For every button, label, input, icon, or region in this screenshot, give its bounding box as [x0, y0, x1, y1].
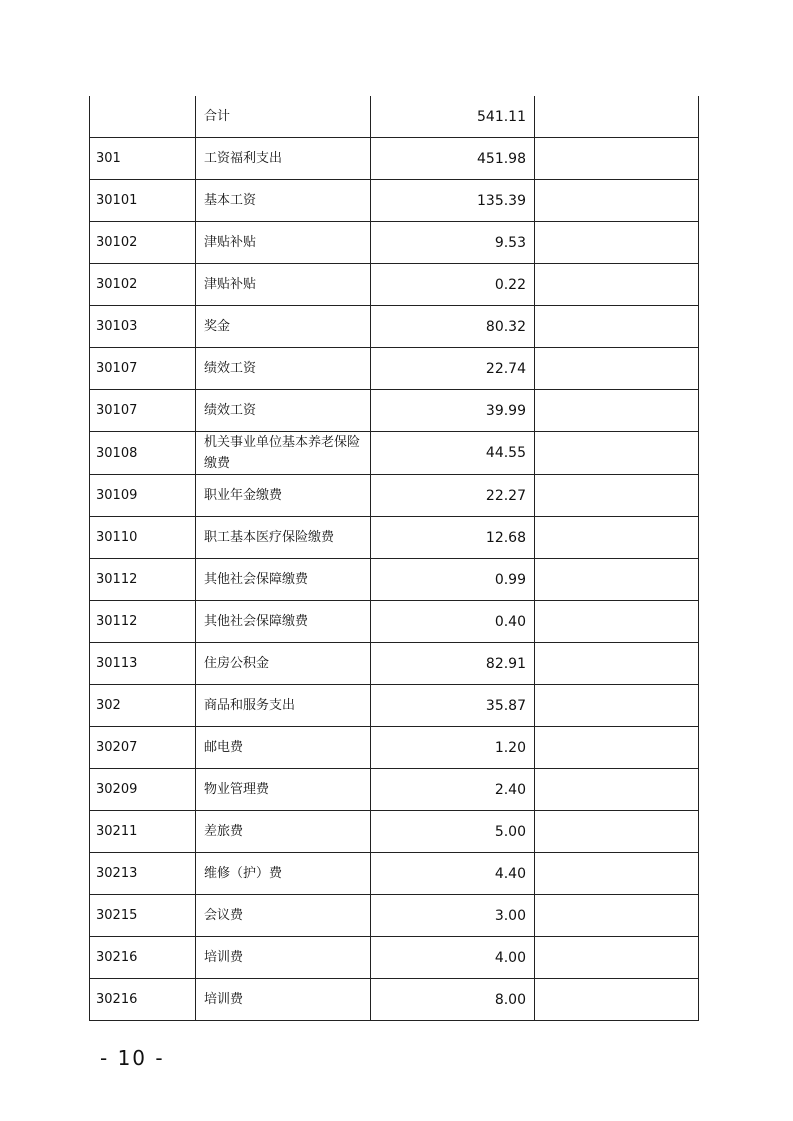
extra-cell [535, 559, 699, 601]
amount-cell: 80.32 [371, 306, 535, 348]
code-cell: 30102 [90, 222, 196, 264]
extra-cell [535, 390, 699, 432]
code-cell: 30213 [90, 853, 196, 895]
extra-cell [535, 895, 699, 937]
amount-cell: 0.40 [371, 601, 535, 643]
name-cell: 绩效工资 [196, 390, 371, 432]
code-cell [90, 96, 196, 138]
extra-cell [535, 685, 699, 727]
extra-cell [535, 517, 699, 559]
table-row [90, 979, 699, 1021]
name-cell: 会议费 [196, 895, 371, 937]
extra-cell [535, 348, 699, 390]
extra-cell [535, 138, 699, 180]
extra-cell [535, 727, 699, 769]
code-cell: 30110 [90, 517, 196, 559]
amount-cell: 12.68 [371, 517, 535, 559]
extra-cell [535, 601, 699, 643]
expenditure-table [89, 96, 699, 1021]
amount-cell: 8.00 [371, 979, 535, 1021]
extra-cell [535, 643, 699, 685]
amount-cell: 39.99 [371, 390, 535, 432]
table-row [90, 769, 699, 811]
code-cell: 30216 [90, 937, 196, 979]
amount-cell: 2.40 [371, 769, 535, 811]
extra-cell [535, 180, 699, 222]
table-row [90, 685, 699, 727]
code-cell: 30113 [90, 643, 196, 685]
amount-cell: 135.39 [371, 180, 535, 222]
name-cell: 职业年金缴费 [196, 475, 371, 517]
name-cell: 其他社会保障缴费 [196, 559, 371, 601]
amount-cell: 9.53 [371, 222, 535, 264]
amount-cell: 22.74 [371, 348, 535, 390]
code-cell: 30207 [90, 727, 196, 769]
name-cell: 物业管理费 [196, 769, 371, 811]
name-cell: 邮电费 [196, 727, 371, 769]
extra-cell [535, 811, 699, 853]
name-cell: 合计 [196, 96, 371, 138]
extra-cell [535, 222, 699, 264]
name-cell: 职工基本医疗保险缴费 [196, 517, 371, 559]
extra-cell [535, 306, 699, 348]
extra-cell [535, 937, 699, 979]
code-cell: 30107 [90, 348, 196, 390]
name-cell: 绩效工资 [196, 348, 371, 390]
table-row [90, 390, 699, 432]
extra-cell [535, 475, 699, 517]
amount-cell: 1.20 [371, 727, 535, 769]
table-row [90, 643, 699, 685]
table-row [90, 853, 699, 895]
table-row [90, 432, 699, 475]
name-cell: 培训费 [196, 979, 371, 1021]
code-cell: 30107 [90, 390, 196, 432]
expenditure-table-container [89, 96, 698, 1021]
table-row [90, 811, 699, 853]
table-row [90, 96, 699, 138]
table-row [90, 264, 699, 306]
code-cell: 30109 [90, 475, 196, 517]
name-cell: 培训费 [196, 937, 371, 979]
code-cell: 30112 [90, 559, 196, 601]
amount-cell: 82.91 [371, 643, 535, 685]
table-row [90, 895, 699, 937]
name-cell: 维修（护）费 [196, 853, 371, 895]
name-cell: 住房公积金 [196, 643, 371, 685]
name-cell: 奖金 [196, 306, 371, 348]
extra-cell [535, 853, 699, 895]
extra-cell [535, 96, 699, 138]
code-cell: 30108 [90, 432, 196, 475]
name-cell: 津贴补贴 [196, 222, 371, 264]
amount-cell: 44.55 [371, 432, 535, 475]
table-body [90, 96, 699, 1021]
extra-cell [535, 979, 699, 1021]
table-row [90, 222, 699, 264]
table-row [90, 475, 699, 517]
code-cell: 30112 [90, 601, 196, 643]
code-cell: 30103 [90, 306, 196, 348]
table-row [90, 559, 699, 601]
code-cell: 30102 [90, 264, 196, 306]
code-cell: 30215 [90, 895, 196, 937]
code-cell: 302 [90, 685, 196, 727]
amount-cell: 5.00 [371, 811, 535, 853]
amount-cell: 35.87 [371, 685, 535, 727]
name-cell: 工资福利支出 [196, 138, 371, 180]
table-row [90, 727, 699, 769]
name-cell: 差旅费 [196, 811, 371, 853]
table-row [90, 348, 699, 390]
table-row [90, 180, 699, 222]
table-row [90, 937, 699, 979]
name-cell: 基本工资 [196, 180, 371, 222]
amount-cell: 4.00 [371, 937, 535, 979]
table-row [90, 601, 699, 643]
extra-cell [535, 769, 699, 811]
page-number: - 10 - [100, 1046, 165, 1070]
table-row [90, 306, 699, 348]
table-row [90, 517, 699, 559]
amount-cell: 0.99 [371, 559, 535, 601]
amount-cell: 451.98 [371, 138, 535, 180]
extra-cell [535, 264, 699, 306]
amount-cell: 22.27 [371, 475, 535, 517]
code-cell: 30216 [90, 979, 196, 1021]
extra-cell [535, 432, 699, 475]
code-cell: 301 [90, 138, 196, 180]
amount-cell: 0.22 [371, 264, 535, 306]
name-cell: 津贴补贴 [196, 264, 371, 306]
code-cell: 30101 [90, 180, 196, 222]
name-cell: 机关事业单位基本养老保险缴费 [196, 432, 371, 475]
table-row [90, 138, 699, 180]
amount-cell: 3.00 [371, 895, 535, 937]
code-cell: 30209 [90, 769, 196, 811]
amount-cell: 541.11 [371, 96, 535, 138]
name-cell: 其他社会保障缴费 [196, 601, 371, 643]
code-cell: 30211 [90, 811, 196, 853]
amount-cell: 4.40 [371, 853, 535, 895]
name-cell: 商品和服务支出 [196, 685, 371, 727]
